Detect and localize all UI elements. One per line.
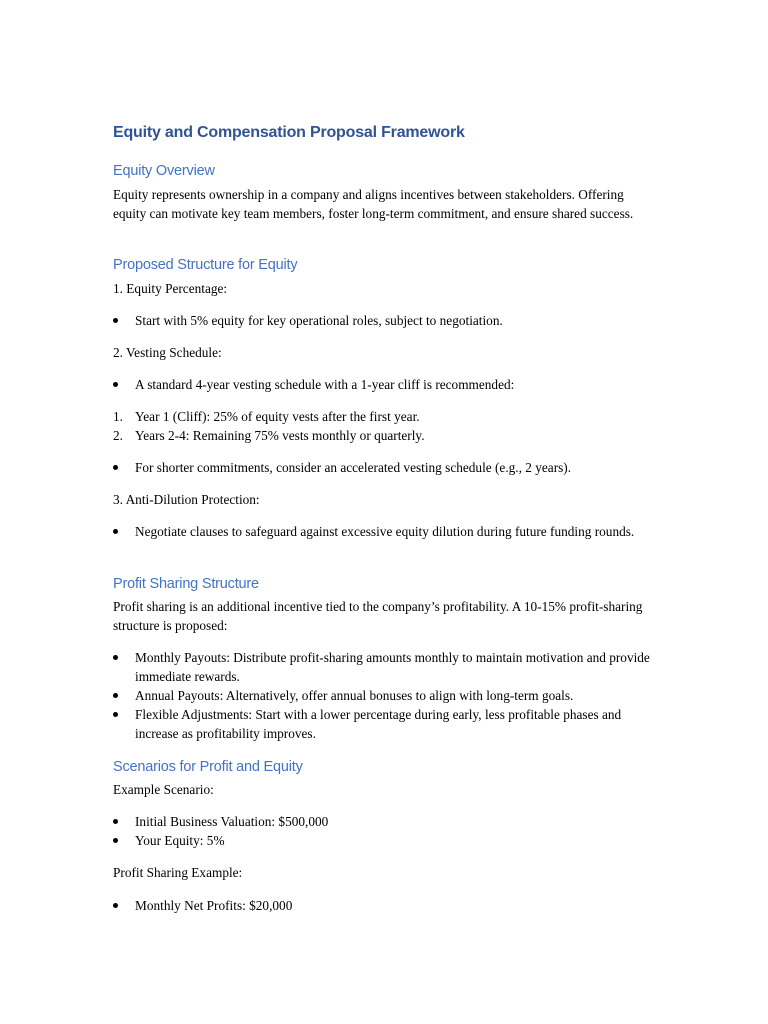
- bullet-icon: [113, 655, 118, 660]
- bullet-icon: [113, 693, 118, 698]
- bullet-icon: [113, 903, 118, 908]
- list-item: [113, 458, 658, 477]
- list-number: 1.: [113, 409, 123, 424]
- bullet-icon: [113, 318, 118, 323]
- bullet-icon: [113, 819, 118, 824]
- list-item: [113, 686, 658, 705]
- bullet-icon: [113, 529, 118, 534]
- equity-overview-heading: Equity Overview: [113, 163, 215, 179]
- numbered-item: [113, 426, 658, 445]
- vesting-schedule-label: 2. Vesting Schedule:: [113, 345, 222, 360]
- list-item: [113, 812, 658, 831]
- list-item-text: Monthly Payouts: Distribute profit-sharing amounts monthly to maintain motivation and provide immediate rewards.: [135, 650, 650, 684]
- equity-overview-paragraph: Equity represents ownership in a company and aligns incentives between stakeholders. Offering equity can motivate key team members, foster long-term commitment, and ensure shared success.: [113, 187, 634, 221]
- list-item-text: Monthly Net Profits: $20,000: [135, 898, 293, 913]
- list-item-text: Initial Business Valuation: $500,000: [135, 814, 329, 829]
- bullet-icon: [113, 465, 118, 470]
- list-item-text: Your Equity: 5%: [135, 833, 225, 848]
- list-item-text: Year 1 (Cliff): 25% of equity vests after the first year.: [135, 409, 420, 424]
- numbered-item: [113, 407, 658, 426]
- list-item: [113, 831, 658, 850]
- list-item-text: Annual Payouts: Alternatively, offer annual bonuses to align with long-term goals.: [135, 688, 574, 703]
- profit-sharing-example-label: Profit Sharing Example:: [113, 865, 243, 880]
- list-item: [113, 896, 658, 915]
- list-item-text: A standard 4-year vesting schedule with a 1-year cliff is recommended:: [135, 377, 515, 392]
- scenarios-heading: Scenarios for Profit and Equity: [113, 759, 303, 775]
- list-item-text: Negotiate clauses to safeguard against excessive equity dilution during future funding rounds.: [135, 524, 635, 539]
- list-item: [113, 705, 658, 743]
- list-item: [113, 648, 658, 686]
- list-number: 2.: [113, 428, 123, 443]
- list-item-text: Years 2-4: Remaining 75% vests monthly or quarterly.: [135, 428, 425, 443]
- list-item: [113, 311, 658, 330]
- list-item: [113, 375, 658, 394]
- bullet-icon: [113, 382, 118, 387]
- list-item-text: Start with 5% equity for key operational roles, subject to negotiation.: [135, 313, 503, 328]
- proposed-structure-heading: Proposed Structure for Equity: [113, 257, 298, 273]
- document-title: Equity and Compensation Proposal Framework: [113, 124, 465, 141]
- bullet-icon: [113, 712, 118, 717]
- equity-percentage-label: 1. Equity Percentage:: [113, 281, 228, 296]
- profit-sharing-heading: Profit Sharing Structure: [113, 576, 259, 592]
- list-item: [113, 522, 658, 541]
- list-item-text: Flexible Adjustments: Start with a lower percentage during early, less profitable phases and increase as profitability improves.: [135, 707, 622, 741]
- profit-sharing-paragraph: Profit sharing is an additional incentive tied to the company’s profitability. A 10-15% profit-sharing structure is proposed:: [113, 599, 643, 633]
- anti-dilution-label: 3. Anti-Dilution Protection:: [113, 492, 260, 507]
- bullet-icon: [113, 838, 118, 843]
- list-item-text: For shorter commitments, consider an accelerated vesting schedule (e.g., 2 years).: [135, 460, 572, 475]
- example-scenario-label: Example Scenario:: [113, 782, 214, 797]
